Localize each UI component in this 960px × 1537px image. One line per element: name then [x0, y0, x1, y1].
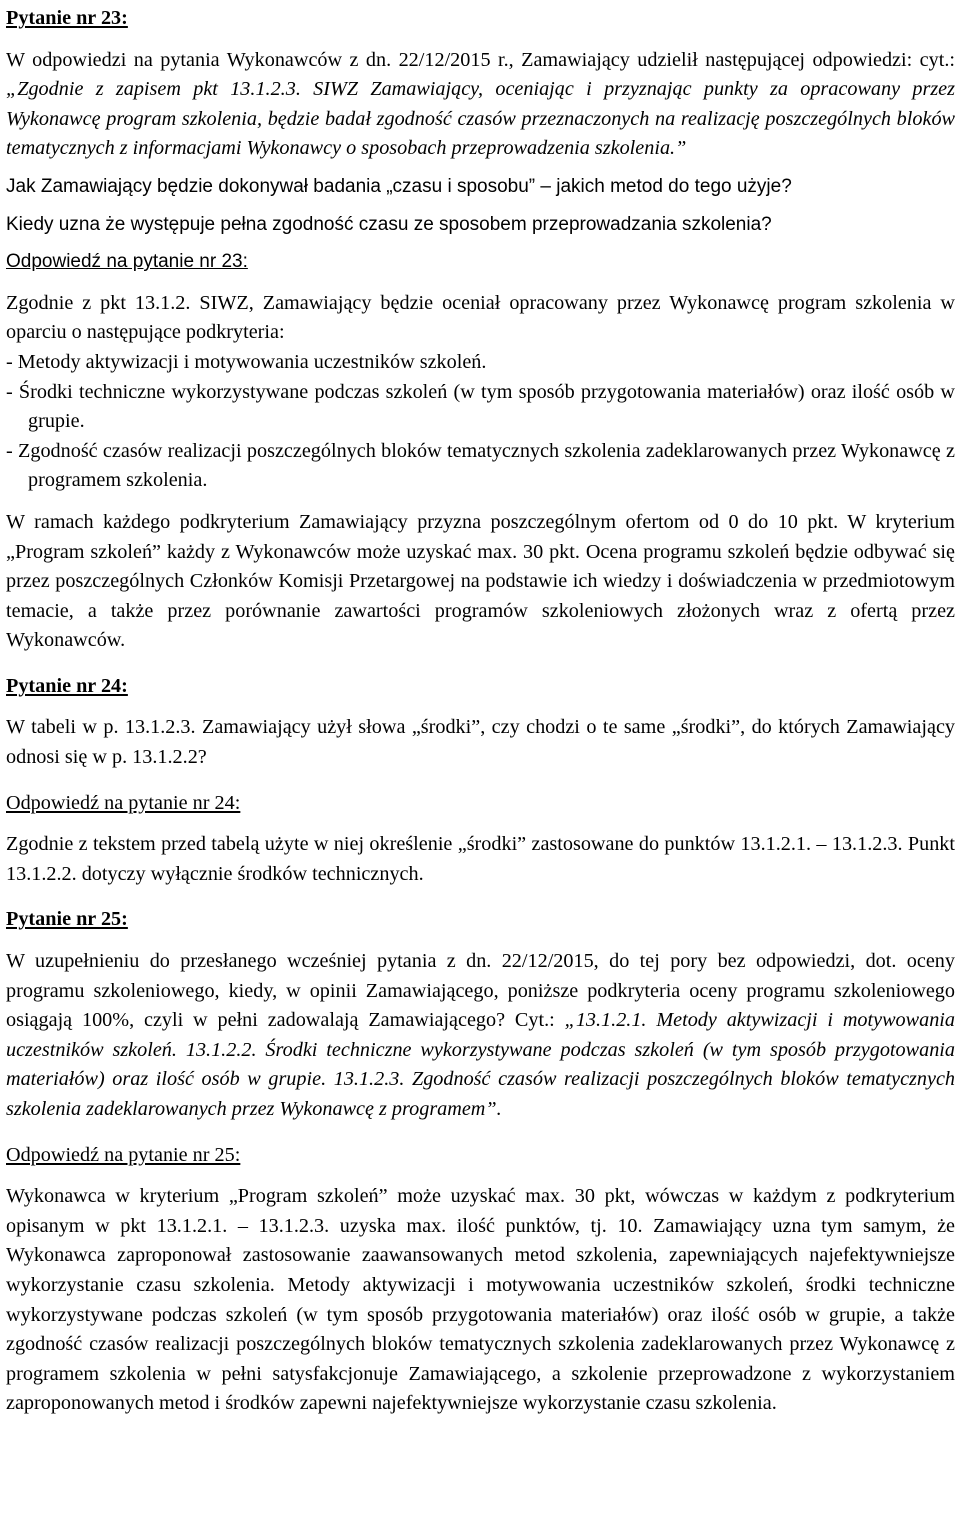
answer-23-heading: Odpowiedź na pytanie nr 23:	[6, 251, 248, 273]
answer-25-text: Wykonawca w kryterium „Program szkoleń” może uzyskać max. 30 pkt, wówczas w każdym z podkryterium opisanym w pkt 13.1.2.1. – 13.1.2.3. uzyska max. ilość punktów, tj. 10. Zamawiający uzna tym samym, że Wykonawca zaproponował zastosowanie zaawansowanych metod szkolenia, zapewniających najefektywniejsze wykorzystanie czasu szkolenia. Metody aktywizacji i motywowania uczestników szkoleń, środki techniczne wykorzystywane podczas szkoleń (w tym sposób przygotowania materiałów) oraz ilość osób w grupie, a także zgodność czasów realizacji poszczególnych bloków tematycznych szkolenia zadeklarowanych przez Wykonawcę z programem szkolenia w pełni satysfakcjonuje Zamawiającego, a szkolenie przeprowadzone z wykorzystaniem zaproponowanych metod i środków zapewni najefektywniejsze wykorzystanie czasu szkolenia.	[6, 1185, 955, 1415]
answer-23-paragraph-1: Zgodnie z pkt 13.1.2. SIWZ, Zamawiający będzie oceniał opracowany przez Wykonawcę program szkolenia w oparciu o następujące podkryteria:	[6, 291, 955, 344]
question-25-text	[6, 947, 955, 1125]
answer-24-heading: Odpowiedź na pytanie nr 24:	[6, 791, 241, 814]
question-24-text: W tabeli w p. 13.1.2.3. Zamawiający użył słowa „środki”, czy chodzi o te same „środki”, do których Zamawiający odnosi się w p. 13.1.2.2?	[6, 716, 955, 769]
question-23-heading: Pytanie nr 23:	[6, 7, 128, 29]
question-24-heading: Pytanie nr 24:	[6, 674, 128, 697]
question-25-intro: W uzupełnieniu do przesłanego wcześniej pytania z dn. 22/12/2015, do tej pory bez odpowiedzi, dot. oceny programu szkoleniowego, kiedy, w opinii Zamawiającego, poniższe podkryteria oceny programu szkoleniowego osiągają 100%, czyli w pełni zadowalają Zamawiającego? Cyt.:	[6, 950, 955, 1032]
question-23-text	[6, 46, 955, 164]
question-23-line-2: Kiedy uzna że występuje pełna zgodność czasu ze sposobem przeprowadzania szkolenia?	[6, 213, 772, 235]
answer-24-text: Zgodnie z tekstem przed tabelą użyte w niej określenie „środki” zastosowane do punktów 13.1.2.1. – 13.1.2.3. Punkt 13.1.2.2. dotyczy wyłącznie środków technicznych.	[6, 833, 955, 885]
answer-23-paragraph-2: W ramach każdego podkryterium Zamawiający przyzna poszczególnym ofertom od 0 do 10 pkt. W kryterium „Program szkoleń” każdy z Wykonawców może uzyskać max. 30 pkt. Ocena programu szkoleń będzie odbywać się przez poszczególnych Członków Komisji Przetargowej na podstawie ich wiedzy i doświadczenia w przedmiotowym temacie, a także przez porównanie zawartości programów szkoleniowych złożonych wraz z ofertą przez Wykonawców.	[6, 510, 955, 652]
answer-23-item-1: - Metody aktywizacji i motywowania uczestników szkoleń.	[6, 350, 487, 373]
answer-25-heading: Odpowiedź na pytanie nr 25:	[6, 1143, 241, 1166]
answer-23-item-2: - Środki techniczne wykorzystywane podczas szkoleń (w tym sposób przygotowania materiałów) oraz ilość osób w grupie.	[6, 380, 955, 433]
question-25-heading: Pytanie nr 25:	[6, 908, 128, 931]
question-23-line-1: Jak Zamawiający będzie dokonywał badania „czasu i sposobu” – jakich metod do tego użyje?	[6, 175, 792, 197]
question-25-quote: „13.1.2.1. Metody aktywizacji i motywowania uczestników szkoleń. 13.1.2.2. Środki techniczne wykorzystywane podczas szkoleń (w tym sposób przygotowania materiałów) oraz ilość osób w grupie. 13.1.2.3. Zgodność czasów realizacji poszczególnych bloków tematycznych szkolenia zadeklarowanych przez Wykonawcę z programem”.	[6, 1009, 955, 1120]
question-23-intro: W odpowiedzi na pytania Wykonawców z dn. 22/12/2015 r., Zamawiający udzielił następującej odpowiedzi: cyt.:	[6, 48, 955, 71]
answer-23-item-3: - Zgodność czasów realizacji poszczególnych bloków tematycznych szkolenia zadeklarowanych przez Wykonawcę z programem szkolenia.	[6, 439, 955, 492]
question-23-quote: „Zgodnie z zapisem pkt 13.1.2.3. SIWZ Zamawiający, oceniając i przyznając punkty za opracowany przez Wykonawcę program szkolenia, będzie badał zgodność czasów przeznaczonych na realizację poszczególnych bloków tematycznych z informacjami Wykonawcy o sposobach przeprowadzenia szkolenia.”	[6, 78, 955, 160]
